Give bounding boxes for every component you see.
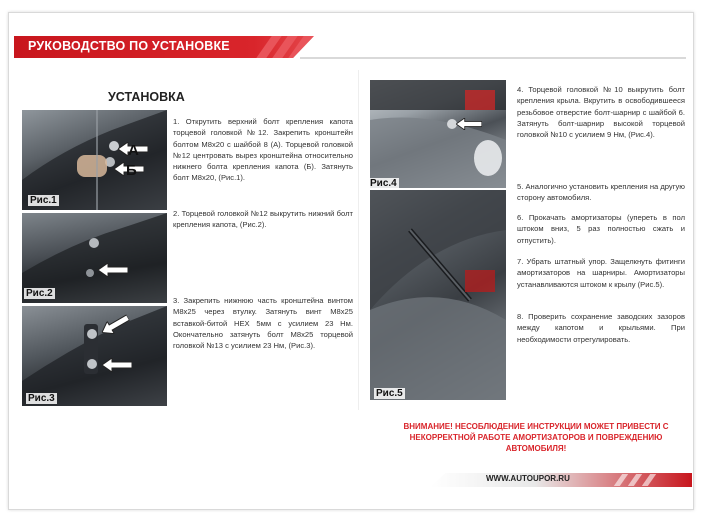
section-title: УСТАНОВКА [108, 90, 185, 104]
step-6-text: 6. Прокачать амортизаторы (упереть в пол штоком вниз, 5 раз полностью сжать и отпустить). [517, 213, 685, 245]
figure-5-illustration [370, 190, 506, 400]
step-8-text: 8. Проверить сохранение заводских зазоров между капотом и крыльями. При необходимости отрегулировать. [517, 312, 685, 344]
figure-3-illustration [22, 306, 167, 406]
column-divider [358, 70, 359, 410]
footer-url: WWW.AUTOUPOR.RU [486, 474, 570, 483]
arrow-icon [456, 118, 482, 130]
arrow-icon [98, 263, 128, 277]
header-divider [300, 57, 686, 59]
footer-stripes [598, 474, 688, 486]
warning-text: ВНИМАНИЕ! НЕСОБЛЮДЕНИЕ ИНСТРУКЦИИ МОЖЕТ ПРИВЕСТИ С НЕКОРРЕКТНОЙ РАБОТЕ АМОРТИЗАТОРОВ И ПОВРЕЖДЕНИЮ АВТОМОБИЛЯ! [403, 422, 669, 453]
step-5-text: 5. Аналогично установить крепления на другую сторону автомобиля. [517, 182, 685, 203]
step-2-text: 2. Торцевой головкой №12 выкрутить нижний болт крепления капота, (Рис.2). [173, 209, 353, 230]
step-1-text: 1. Открутить верхний болт крепления капота торцевой головкой №12. Закрепить кронштейн болтом М8х20 с шайбой 8 (А). Торцевой головкой №12 центровать вырез кронштейна относительно нижнего болта крепления капота (Б). Затянуть болт М8х20, (Рис.1). [173, 117, 353, 183]
step-3-text: 3. Закрепить нижнюю часть кронштейна винтом М8х25 через втулку. Затянуть винт М8х25 вставкой-битой HEX 5мм с усилием 23 Нм. Окончательно затянуть болт М8х25 торцевой головкой №13 с усилием 23 Нм, (Рис.3). [173, 296, 353, 351]
step-7-text: 7. Убрать штатный упор. Защелкнуть фитинги амортизаторов на шарниры. Амортизаторы устанавливаются штоком к крылу (Рис.5). [517, 257, 685, 289]
figure-5-photo [370, 190, 506, 400]
callout-b: Б [126, 162, 137, 179]
figure-3-label: Рис.3 [28, 393, 55, 404]
figure-4-photo [370, 80, 506, 188]
figure-4-illustration [370, 80, 506, 188]
callout-a: А [128, 142, 139, 159]
header-title: РУКОВОДСТВО ПО УСТАНОВКЕ [28, 39, 230, 53]
figure-1-label: Рис.1 [30, 195, 57, 206]
figure-4-label: Рис.4 [370, 178, 397, 189]
figure-5-label: Рис.5 [376, 388, 403, 399]
figure-3-photo [22, 306, 167, 406]
figure-2-label: Рис.2 [26, 288, 53, 299]
arrow-icon [102, 358, 132, 372]
step-4-text: 4. Торцевой головкой №10 выкрутить болт крепления крыла. Вкрутить в освободившееся резьбовое отверстие болт-шарнир с шайбой 6. Затянуть болт-шарнир высокой торцевой головкой №10 с усилием 9 Нм, (Рис.4). [517, 85, 685, 140]
